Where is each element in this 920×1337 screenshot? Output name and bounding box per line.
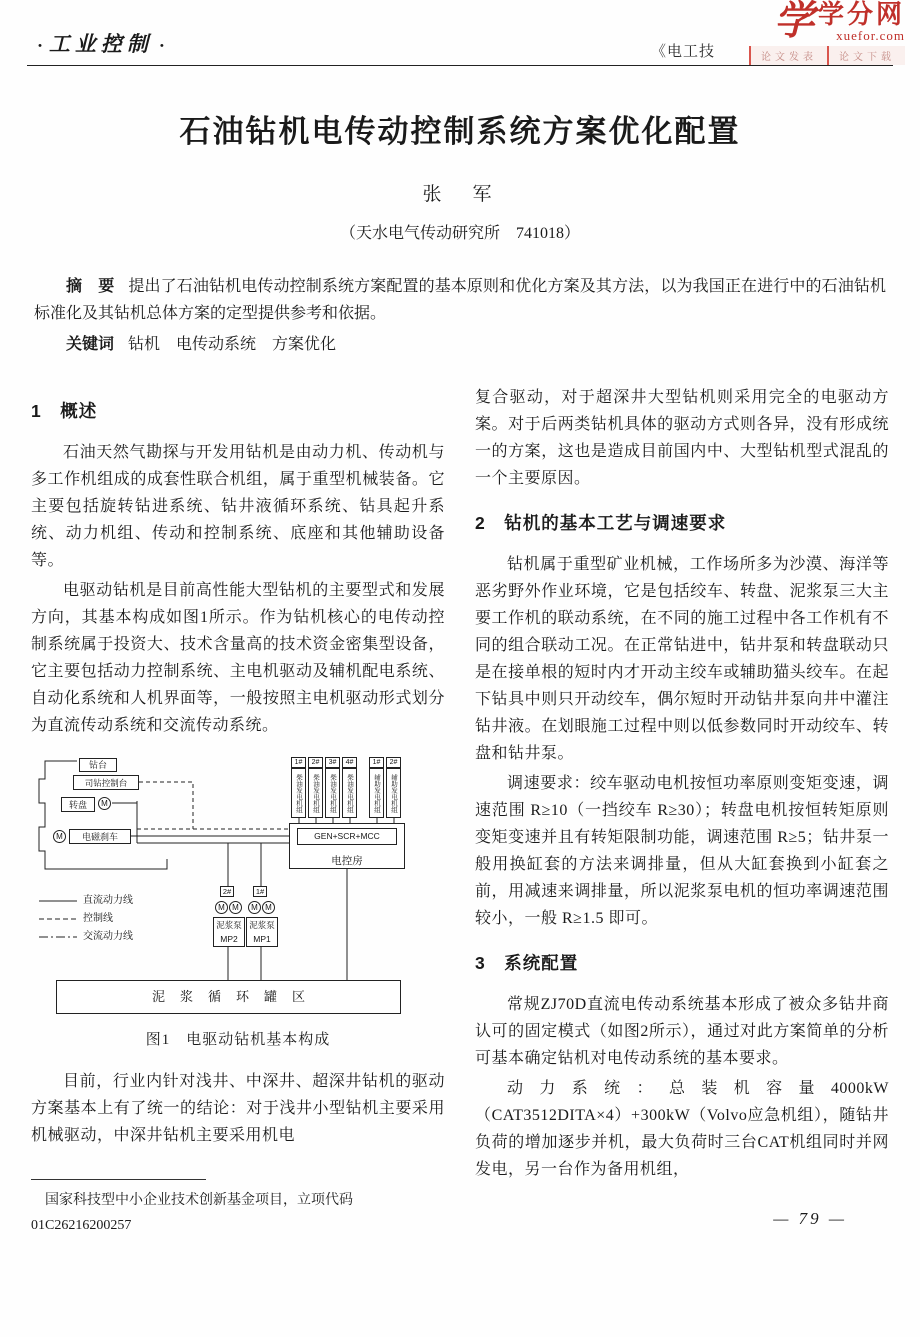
control-line [139,782,193,829]
mud-pump-box [213,917,245,947]
mud-pump-code: MP1 [253,934,271,944]
pump-tab: 1# [253,886,267,897]
footnote-line: 01C26216200257 [31,1218,132,1233]
diesel-generator-unit: 柴油发电机组 [308,768,323,818]
journal-name: 《电工技 [650,44,715,60]
mud-pump-box [246,917,278,947]
mud-pump-name: 泥浆泵 [216,920,242,930]
abstract [34,273,886,327]
xuefor-logo [719,2,905,65]
pump-tab: 2# [220,886,234,897]
article-title: 石油钻机电传动控制系统方案优化配置 [179,114,741,149]
legend-control-label: 控制线 [83,913,113,924]
aux-generator-unit: 辅助发电机组 [386,768,401,818]
abstract-text: 提出了石油钻机电传动控制系统方案配置的基本原则和优化方案及其方法，以为我国正在进行中的石油钻机标准化及其钻机总体方案的定型提供参考和依据。 [34,278,886,322]
section-2-heading: 2 钻机的基本工艺与调速要求 [475,513,727,533]
keywords [34,331,886,358]
footnote-line: 国家科技型中小企业技术创新基金项目，立项代码 [45,1193,353,1208]
page-number: — 79 — [773,1209,847,1228]
motor-icon: M [53,830,66,843]
tagline-download: 论文下载 [827,46,905,65]
right-column [475,384,889,1238]
mud-pump-name: 泥浆泵 [249,920,275,930]
section-3-heading: 3 系统配置 [475,953,579,973]
bullet-icon: • [38,40,42,53]
motor-icon: M [215,901,228,914]
left-column [31,384,445,1238]
aux-generator-tab: 1# [369,757,384,768]
control-house-label: 电控房 [331,855,363,867]
xuefor-logo-icon: 学 [773,0,814,43]
paragraph: 常规ZJ70D直流电传动系统基本形成了被众多钻井商认可的固定模式（如图2所示），通过对此方案简单的分析可基本确定钻机对电传动系统的基本要求。 [475,996,889,1067]
legend-dc-label: 直流动力线 [83,895,133,906]
paragraph: 钻机属于重型矿业机械，工作场所多为沙漠、海洋等恶劣野外作业环境，它是包括绞车、转盘、泥浆泵三大主要工作机的联动系统，在不同的施工过程中各工作机有不同的组合联动工况。在正常钻进中，钻井泵和转盘联动只是在接单根的短时内才开动主绞车或辅助猫头绞车。在起下钻具中则只开动绞车，偶尔短时开动钻井泵向井中灌注钻井液。在划眼施工过程中则以低参数同时开动绞车、转盘和钻井泵。 [475,556,889,762]
paragraph: 目前，行业内针对浅井、中深井、超深井钻机的驱动方案基本上有了统一的结论：对于浅井小型钻机主要采用机械驱动，中深井钻机主要采用机电 [31,1073,445,1144]
figure-1-caption: 图1 电驱动钻机基本构成 [145,1032,331,1048]
generator-tab: 4# [342,757,357,768]
electromagnetic-brake-box: 电磁刹车 [69,829,131,844]
motor-icon: M [248,901,261,914]
section-1-heading: 1 概述 [31,401,98,421]
drill-floor-box: 钻台 [79,758,117,772]
two-column-body [31,384,889,1238]
tagline-publish: 论文发表 [749,46,827,65]
motor-icon: M [229,901,242,914]
logo-top [719,2,905,43]
aux-generator-unit: 辅助发电机组 [369,768,384,818]
page-header [27,0,905,66]
paragraph: 石油天然气勘探与开发用钻机是由动力机、传动机与多工作机组成的成套性联合机组，属于重型机械装备。它主要包括旋转钻进系统、钻井液循环系统、钻具起升系统、动力机组、传动和控制系统、底座和其他辅助设备等。 [31,444,445,569]
article-author: 张 军 [422,184,498,205]
generator-tab: 3# [325,757,340,768]
keywords-label: 关键词 [66,336,115,353]
gen-scr-mcc-box: GEN+SCR+MCC [297,828,397,845]
diesel-generator-unit: 柴油发电机组 [291,768,306,818]
logo-domain: xuefor.com [836,28,905,43]
bullet-icon: • [159,40,164,53]
logo-tagline [719,46,905,65]
keywords-text: 钻机 电传动系统 方案优化 [128,336,337,353]
driller-console-box: 司钻控制台 [73,775,139,790]
aux-generator-tab: 2# [386,757,401,768]
article-affiliation: （天水电气传动研究所 741018） [339,225,580,242]
mud-pump-code: MP2 [220,934,238,944]
logo-brand: 学分网 [817,0,905,29]
figure-1-diagram [31,755,446,1019]
footnote [31,1179,445,1238]
section-label-text: 工业控制 [48,32,153,56]
paragraph: 电驱动钻机是目前高性能大型钻机的主要型式和发展方向，其基本构成如图1所示。作为钻机核心的电传动控制系统属于投资大、技术含量高的技术资金密集型设备，它主要包括动力控制系统、主电机驱动及辅机配电系统、自动化系统和人机界面等，一般按照主电机驱动形式划分为直流传动系统和交流传动系统。 [31,582,445,734]
generator-tab: 2# [308,757,323,768]
legend-ac-label: 交流动力线 [83,931,133,942]
abstract-label: 摘 要 [66,278,115,295]
generator-tab: 1# [291,757,306,768]
paragraph: 动力系统：总装机容量4000kW（CAT3512DITA×4）+300kW（Volvo应急机组），随钻井负荷的增加逐步并机，最大负荷时三台CAT机组同时并网发电，另一台作为备用机组， [475,1080,889,1178]
logo-text [818,2,905,43]
footnote-rule [31,1179,206,1180]
motor-icon: M [262,901,275,914]
motor-icon: M [98,797,111,810]
paragraph: 复合驱动，对于超深井大型钻机则采用完全的电驱动方案。对于后两类钻机具体的驱动方式则各异，没有形成统一的方案，这也是造成目前国内中、大型钻机型式混乱的一个主要原因。 [475,389,889,487]
diesel-generator-unit: 柴油发电机组 [342,768,357,818]
rotary-table-box: 转盘 [61,797,95,812]
diesel-generator-unit: 柴油发电机组 [325,768,340,818]
column-section-label [31,28,171,58]
paragraph: 调速要求：绞车驱动电机按恒功率原则变矩变速，调速范围 R≥10（一挡绞车 R≥30）；转盘电机按恒转矩原则变矩变速并且有转矩限制功能，调速范围 R≥5；钻井泵一般用换缸套的方法来调排量，但从大缸套换到小缸套之前，用减速来调排量，所以泥浆泵电机的恒功率调速范围较小，一般 R≥1.5 即可。 [475,775,889,927]
mud-tank-area-box: 泥浆循环罐区 [56,980,401,1014]
